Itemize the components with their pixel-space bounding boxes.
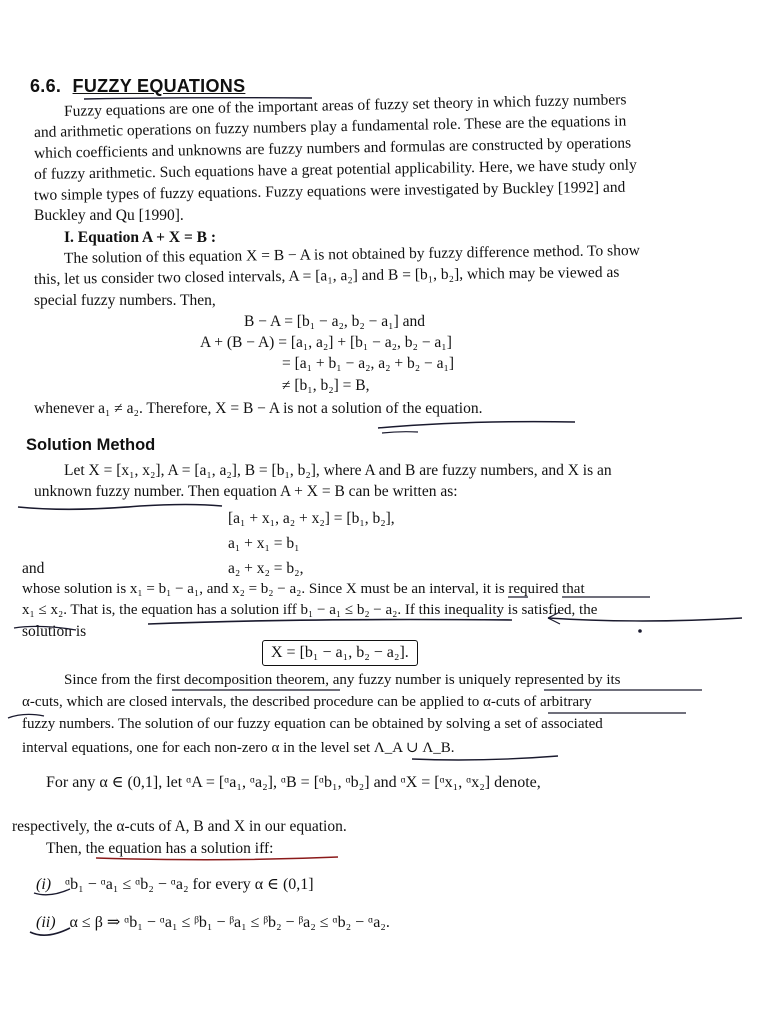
dot-mark bbox=[638, 629, 642, 633]
equation: A + (B − A) = [a₁, a₂] + [b₁ − a₂, b₂ − a₁] bbox=[200, 334, 452, 351]
condition-ii-mark bbox=[30, 928, 70, 935]
solution-body-line: solution is bbox=[22, 623, 87, 640]
part1-line: The solution of this equation X = B − A is not obtained by fuzzy difference method. To show bbox=[63, 241, 640, 267]
decomposition-line: interval equations, one for each non-zero α in the level set Λ_A ∪ Λ_B. bbox=[22, 740, 455, 756]
unknown-number-underline bbox=[18, 505, 222, 510]
decomposition-line: Since from the first decomposition theorem, any fuzzy number is uniquely represented by its bbox=[64, 672, 621, 688]
then-line: Then, the equation has a solution iff: bbox=[46, 840, 274, 857]
condition-i-mark bbox=[34, 889, 70, 895]
level-set-underline bbox=[412, 756, 558, 760]
solution-line: unknown fuzzy number. Then equation A + X = B can be written as: bbox=[34, 483, 458, 500]
boxed-solution: X = [b₁ − a₁, b₂ − a₂]. bbox=[262, 640, 418, 666]
solution-body-line: whose solution is x₁ = b₁ − a₁, and x₂ = b₂ − a₂. Since X must be an interval, it is required that bbox=[22, 581, 585, 597]
alpha-cut-definition: For any α ∈ (0,1], let ᵅA = [ᵅa₁, ᵅa₂], ᵅB = [ᵅb₁, ᵅb₂] and ᵅX = [ᵅx₁, ᵅx₂] denote, bbox=[46, 774, 541, 791]
section-number: 6.6. bbox=[30, 76, 62, 96]
intro-line: two simple types of fuzzy equations. Fuzzy equations were investigated by Buckley [1992] and bbox=[33, 178, 626, 204]
condition-text: α ≤ β ⇒ ᵅb₁ − ᵅa₁ ≤ ᵝb₁ − ᵝa₁ ≤ ᵝb₂ − ᵝa₂ ≤ ᵅb₂ − ᵅa₂. bbox=[69, 914, 390, 931]
intro-line: and arithmetic operations on fuzzy numbers play a fundamental role. These are the equations in bbox=[33, 112, 627, 141]
conclusion-underline bbox=[378, 422, 575, 428]
part1-line: this, let us consider two closed intervals, A = [a₁, a₂] and B = [b₁, b₂], which may be viewed as bbox=[33, 263, 620, 288]
respectively-line: respectively, the α-cuts of A, B and X in our equation. bbox=[12, 818, 347, 835]
condition-label: (i) bbox=[36, 876, 52, 893]
equation: B − A = [b₁ − a₂, b₂ − a₁] and bbox=[244, 313, 425, 330]
intro-line: Buckley and Qu [1990]. bbox=[34, 207, 184, 224]
and-label: and bbox=[22, 560, 45, 577]
equation: = [a₁ + b₁ − a₂, a₂ + b₂ − a₁] bbox=[282, 355, 455, 372]
equation: a₁ + x₁ = b₁ bbox=[228, 535, 300, 552]
conclusion-underline-tick bbox=[382, 432, 418, 433]
intro-line: of fuzzy arithmetic. Such equations have a great potential applicability. Here, we have study only bbox=[33, 156, 637, 183]
part1-heading: I. Equation A + X = B : bbox=[64, 229, 217, 246]
condition-label: (ii) bbox=[36, 914, 56, 931]
equation: ≠ [b₁, b₂] = B, bbox=[282, 377, 370, 394]
equation: [a₁ + x₁, a₂ + x₂] = [b₁, b₂], bbox=[228, 510, 395, 527]
section-title: FUZZY EQUATIONS bbox=[72, 76, 246, 96]
inequality-underline bbox=[548, 618, 742, 621]
solution-line: Let X = [x₁, x₂], A = [a₁, a₂], B = [b₁, b₂], where A and B are fuzzy numbers, and X is an bbox=[64, 462, 612, 479]
part1-conclusion: whenever a₁ ≠ a₂. Therefore, X = B − A is not a solution of the equation. bbox=[34, 400, 483, 417]
solution-method-heading: Solution Method bbox=[26, 436, 156, 454]
iff-underline bbox=[148, 620, 512, 625]
solution-body-line: x₁ ≤ x₂. That is, the equation has a solution iff b₁ − a₁ ≤ b₂ − a₂. If this inequality is satisfied, the bbox=[22, 602, 598, 618]
solution-strike bbox=[14, 626, 76, 630]
decomposition-line: α-cuts, which are closed intervals, the described procedure can be applied to α-cuts of arbitrary bbox=[22, 694, 592, 710]
part1-line: special fuzzy numbers. Then, bbox=[34, 292, 216, 309]
condition-text: ᵅb₁ − ᵅa₁ ≤ ᵅb₂ − ᵅa₂ for every α ∈ (0,1] bbox=[65, 876, 314, 893]
heading-underline bbox=[84, 98, 312, 99]
equation: a₂ + x₂ = b₂, bbox=[228, 560, 304, 577]
has-solution-underline bbox=[96, 857, 338, 860]
fuzzy-strike bbox=[8, 714, 44, 718]
intro-line: Fuzzy equations are one of the important areas of fuzzy set theory in which fuzzy numbers bbox=[63, 91, 627, 120]
decomposition-line: fuzzy numbers. The solution of our fuzzy equation can be obtained by solving a set of associated bbox=[22, 716, 603, 732]
intro-line: which coefficients and unknowns are fuzzy numbers and formulas are constructed by operations bbox=[33, 134, 632, 162]
